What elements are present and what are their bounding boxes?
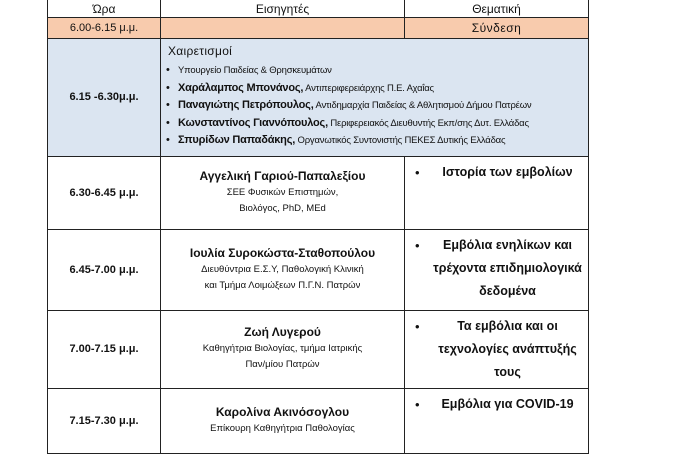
speaker-affiliation: ΣΕΕ Φυσικών Επιστημών, <box>226 186 339 198</box>
session-time: 6.45-7.00 μ.μ. <box>48 229 161 310</box>
speaker-affiliation: και Τμήμα Λοιμώξεων Π.Γ.Ν. Πατρών <box>204 279 361 291</box>
connect-time: 6.00-6.15 μ.μ. <box>48 18 161 39</box>
topic-text: Εμβόλια ενηλίκων και τρέχοντα επιδημιολογικά δεδομένα <box>433 237 582 298</box>
welcome-item: • Παναγιώτης Πετρόπουλος, Αντιδημαρχία Παιδείας & Αθλητισμού Δήμου Πατρέων <box>165 97 584 115</box>
connect-empty-cell <box>161 18 405 39</box>
speaker-name: Καρολίνα Ακινόσογλου <box>215 404 350 419</box>
welcome-item: • Χαράλαμπος Μπονάνος, Αντιπεριφερειάρχης Π.Ε. Αχαΐας <box>165 80 584 98</box>
connect-row <box>48 18 589 39</box>
speaker-name: Ιουλία Συροκώστα-Σταθοπούλου <box>189 245 376 260</box>
welcome-item: • Υπουργείο Παιδείας & Θρησκευμάτων <box>165 62 584 80</box>
session-row <box>48 388 589 453</box>
welcome-time: 6.15 -6.30μ.μ. <box>48 39 161 157</box>
speaker-affiliation: Βιολόγος, PhD, MEd <box>239 202 326 214</box>
speaker-name: Αγγελική Γαριού-Παπαλεξίου <box>199 168 366 183</box>
program-table-container <box>47 0 588 454</box>
welcome-cell <box>161 39 589 157</box>
topic-cell <box>405 229 589 310</box>
session-time: 7.15-7.30 μ.μ. <box>48 388 161 453</box>
speaker-cell <box>161 388 405 453</box>
bullet-icon: • <box>415 164 420 180</box>
bullet-icon: • <box>415 396 420 412</box>
header-time: Ώρα <box>48 0 161 18</box>
welcome-list <box>165 62 584 150</box>
speaker-affiliation: Επίκουρη Καθηγήτρια Παθολογίας <box>210 422 355 434</box>
speaker-cell <box>161 156 405 229</box>
speaker-cell <box>161 310 405 388</box>
speaker-affiliation: Διευθύντρια Ε.Σ.Υ, Παθολογική Κλινική <box>201 263 364 275</box>
speaker-name: Ζωή Λυγερού <box>244 325 321 339</box>
session-row <box>48 310 589 388</box>
welcome-title: Χαιρετισμοί <box>168 44 233 58</box>
topic-text: Τα εμβόλια και οι τεχνολογίες ανάπτυξής τους <box>438 318 577 379</box>
header-topic: Θεματική <box>405 0 589 18</box>
bullet-icon: • <box>415 237 420 253</box>
speaker-affiliation: Παν/μίου Πατρών <box>245 359 320 370</box>
session-time: 7.00-7.15 μ.μ. <box>48 310 161 388</box>
topic-cell <box>405 156 589 229</box>
topic-cell <box>405 310 589 388</box>
bullet-icon: • <box>415 318 420 334</box>
welcome-item: • Κωνσταντίνος Γιαννόπουλος, Περιφερειακός Διευθυντής Εκπ/σης Δυτ. Ελλάδας <box>165 115 584 133</box>
header-row <box>48 0 589 18</box>
header-speakers: Εισηγητές <box>161 0 405 18</box>
session-time: 6.30-6.45 μ.μ. <box>48 156 161 229</box>
program-table <box>47 0 589 454</box>
connect-label: Σύνδεση <box>405 18 589 39</box>
speaker-affiliation: Καθηγήτρια Βιολογίας, τμήμα Ιατρικής <box>202 343 363 354</box>
session-row <box>48 229 589 310</box>
topic-text: Ιστορία των εμβολίων <box>442 164 573 179</box>
welcome-item: • Σπυρίδων Παπαδάκης, Οργανωτικός Συντονιστής ΠΕΚΕΣ Δυτικής Ελλάδας <box>165 132 584 150</box>
topic-text: Εμβόλια για COVID-19 <box>441 396 574 411</box>
welcome-row <box>48 39 589 157</box>
speaker-cell <box>161 229 405 310</box>
session-row <box>48 156 589 229</box>
topic-cell <box>405 388 589 453</box>
